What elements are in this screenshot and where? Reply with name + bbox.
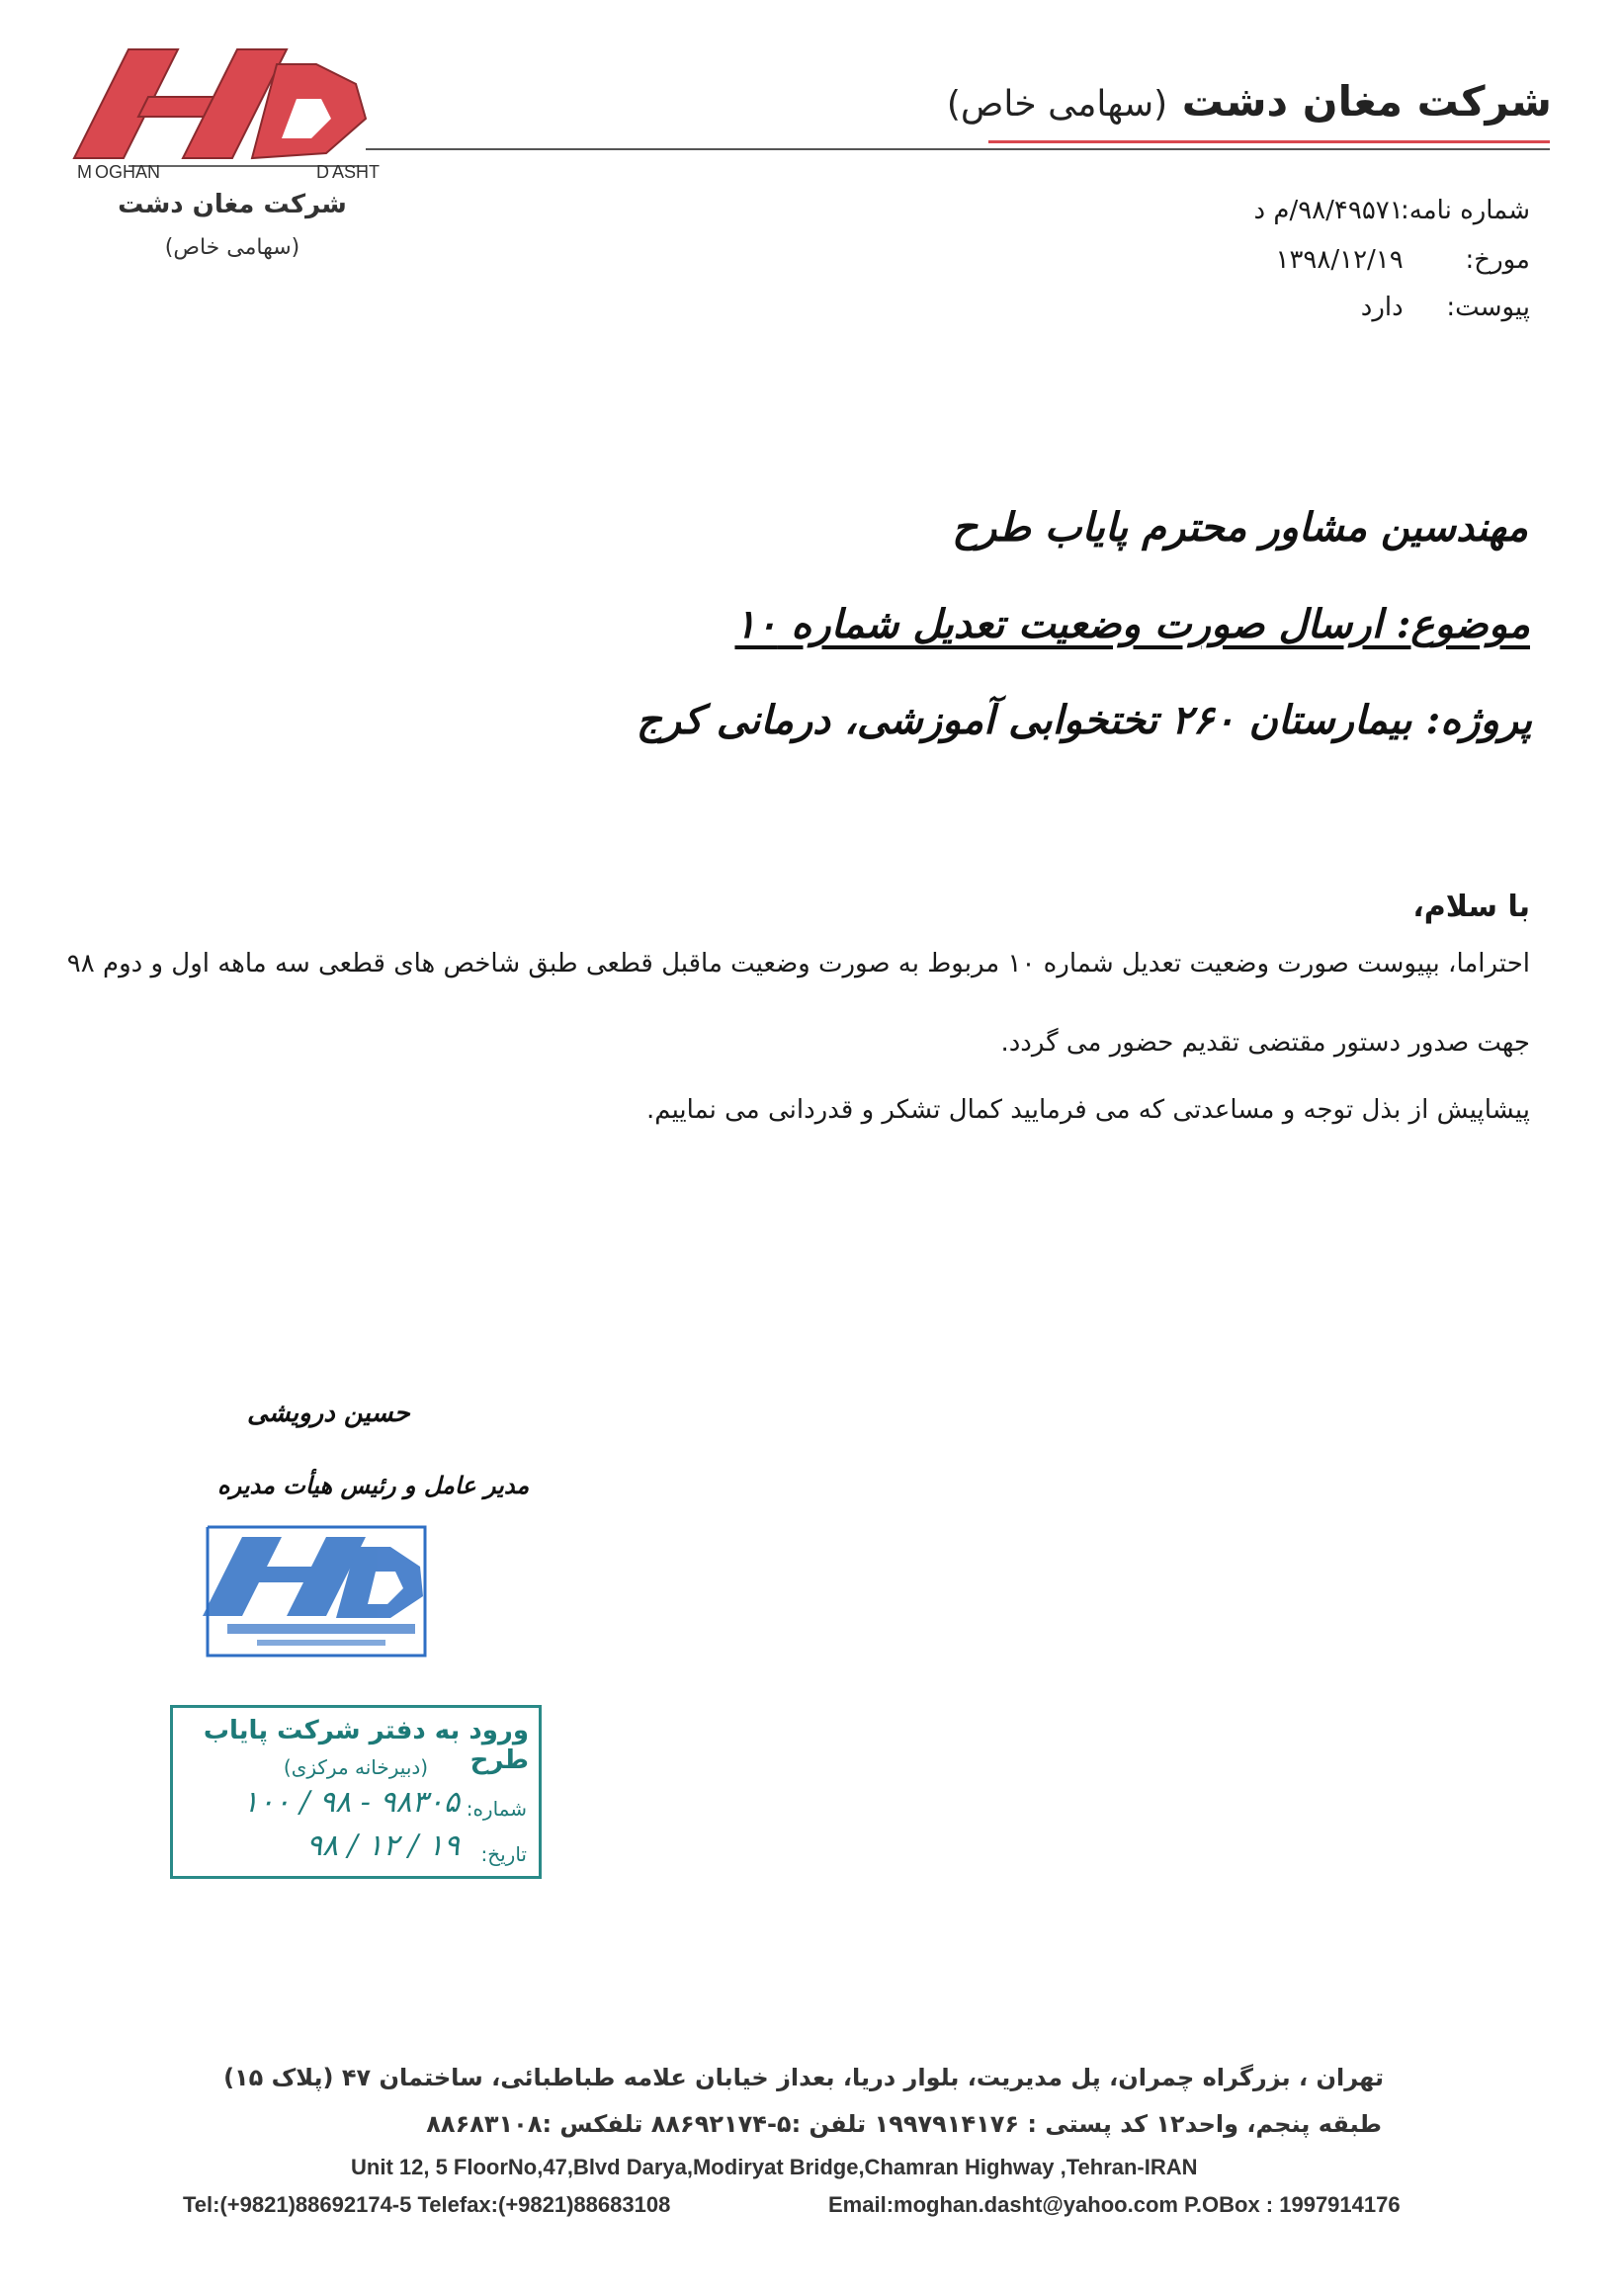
svg-text:ASHT: ASHT xyxy=(332,162,381,182)
logo-company-name: شرکت مغان دشت xyxy=(118,190,347,219)
signatory-title: مدیر عامل و رئیس هیأت مدیره xyxy=(217,1471,530,1499)
company-type: (سهامی خاص) xyxy=(946,84,1168,125)
letter-date-label: مورخ: xyxy=(1465,245,1530,275)
letter-date-row xyxy=(1056,245,1530,275)
receipt-number-label: شماره: xyxy=(466,1797,527,1821)
footer-contact-email: Email:moghan.dasht@yahoo.com P.OBox : 1997914176 xyxy=(828,2192,1401,2217)
attachment-value: دارد xyxy=(1360,293,1404,322)
signatory-name: حسین درویشی xyxy=(247,1399,410,1428)
attachment-row xyxy=(1056,293,1530,322)
footer-address-english: Unit 12, 5 FloorNo,47,Blvd Darya,Modiryat Bridge,Chamran Highway ,Tehran-IRAN xyxy=(351,2155,1198,2179)
greeting: با سلام، xyxy=(1412,890,1530,924)
letter-number-value: ۹۸/۴۹۵۷۱/م د xyxy=(1253,196,1404,225)
footer-contact-phone: Tel:(+9821)88692174-5 Telefax:(+9821)88683108 xyxy=(183,2192,671,2217)
company-title xyxy=(947,77,1552,126)
svg-text:D: D xyxy=(316,162,329,182)
footer-address-line-2: طبقه پنجم، واحد۱۲ کد پستی : ۱۹۹۷۹۱۴۱۷۶ تلفن :۵-۸۸۶۹۲۱۷۴ تلفکس :۸۸۶۸۳۱۰۸ xyxy=(426,2110,1382,2138)
body-paragraph-1-line-1: احتراما، بپیوست صورت وضعیت تعدیل شماره ۱۰ مربوط به صورت وضعیت ماقبل قطعی طبق شاخص های قطعی سه ماهه اول و دوم ۹۸ xyxy=(66,949,1530,978)
letter-number-label: شماره نامه: xyxy=(1401,196,1530,225)
receipt-stamp-title: ورود به دفتر شرکت پایاب طرح xyxy=(203,1716,529,1775)
logo-oghan-text: M xyxy=(77,162,92,182)
footer-address-line-1: تهران ، بزرگراه چمران، پل مدیریت، بلوار دریا، بعداز خیابان علامه طباطبائی، ساختمان ۴۷ (پلاک ۱۵) xyxy=(223,2064,1384,2091)
addressee: مهندسین مشاور محترم پایاب طرح xyxy=(952,504,1528,551)
letter-number-row xyxy=(1056,196,1530,225)
header-accent-line xyxy=(988,140,1550,143)
logo-company-type: (سهامی خاص) xyxy=(164,235,300,260)
header-divider xyxy=(366,148,1550,150)
project-line: پروژه: بیمارستان ۲۶۰ تختخوابی آموزشی، درمانی کرج xyxy=(636,697,1532,743)
receipt-stamp-subtitle: (دبیرخانه مرکزی) xyxy=(283,1755,429,1779)
svg-text:OGHAN: OGHAN xyxy=(95,162,161,182)
receipt-date-label: تاریخ: xyxy=(480,1842,527,1866)
company-name: شرکت مغان دشت xyxy=(1181,77,1552,126)
company-seal-stamp xyxy=(188,1507,445,1675)
receipt-date-value: ۱۹ / ۱۲ / ۹۸ xyxy=(305,1828,460,1863)
receipt-number-value: ۹۸۳۰۵ - ۹۸ / ۱۰۰ xyxy=(242,1785,460,1820)
letter-date-value: ۱۳۹۸/۱۲/۱۹ xyxy=(1275,245,1404,275)
subject-line: موضوع: ارسال صورت وضعیت تعدیل شماره ۱۰ xyxy=(734,601,1530,647)
body-paragraph-2: پیشاپیش از بذل توجه و مساعدتی که می فرمایید کمال تشکر و قدردانی می نماییم. xyxy=(646,1095,1530,1125)
attachment-label: پیوست: xyxy=(1446,293,1530,322)
body-paragraph-1-line-2: جهت صدور دستور مقتضی تقدیم حضور می گردد. xyxy=(1000,1028,1530,1058)
company-logo xyxy=(69,40,405,188)
receipt-stamp xyxy=(170,1705,542,1879)
